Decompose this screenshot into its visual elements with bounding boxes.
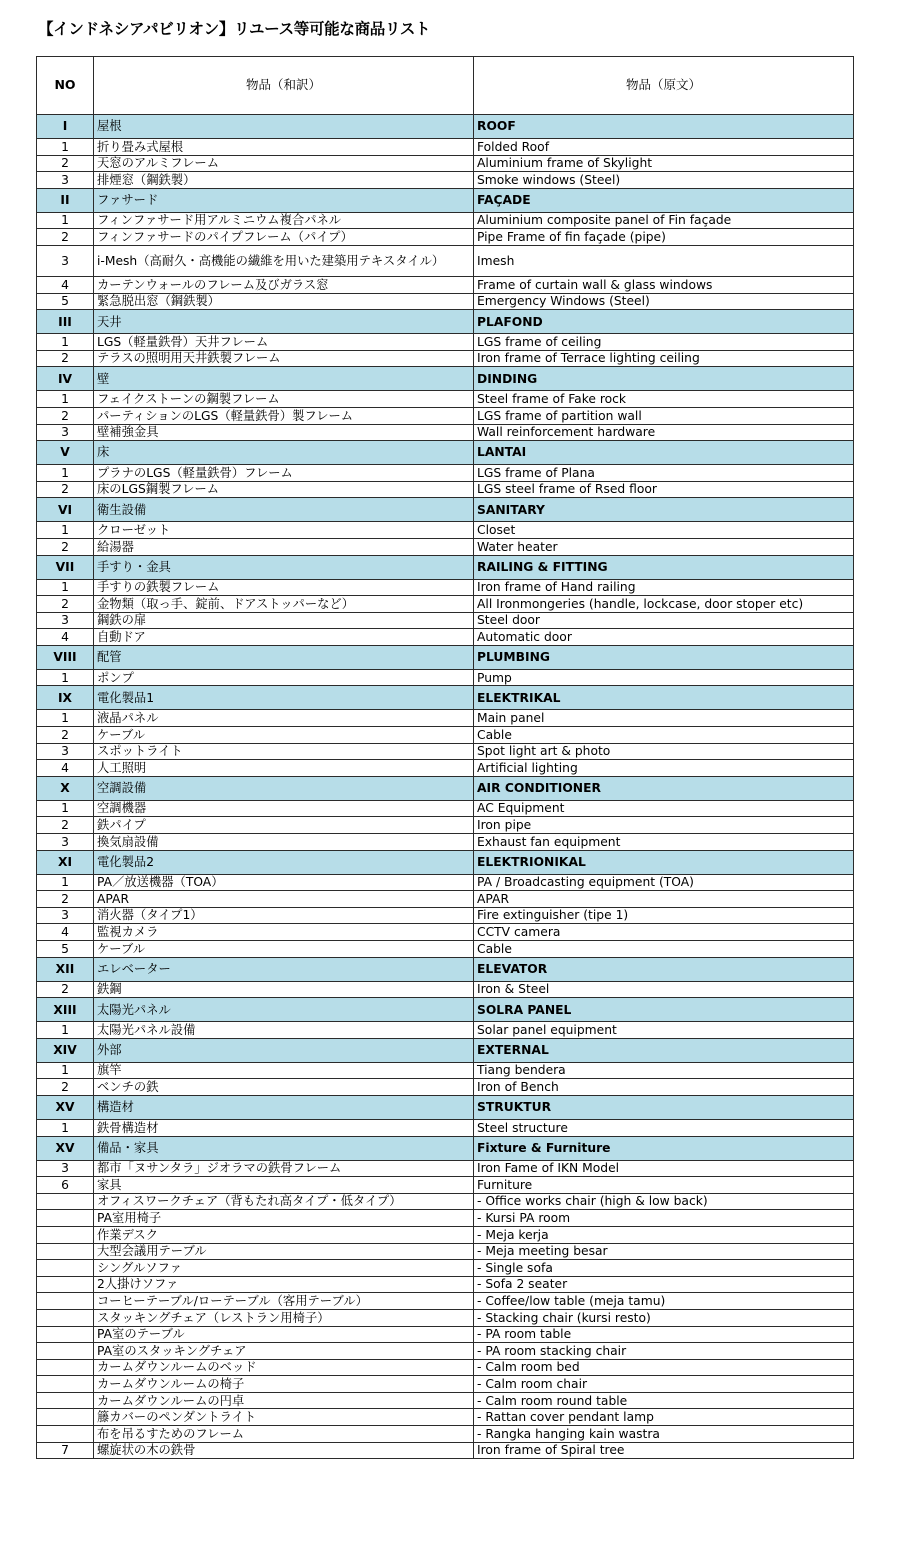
item-name-original: Wall reinforcement hardware bbox=[474, 424, 854, 441]
table-row bbox=[37, 669, 854, 686]
section-name-original: ELEKTRIONIKAL bbox=[474, 850, 854, 874]
table-row bbox=[37, 1309, 854, 1326]
table-row bbox=[37, 1442, 854, 1459]
section-row bbox=[37, 1038, 854, 1062]
table-row bbox=[37, 293, 854, 310]
item-name-japanese: PA室用椅子 bbox=[94, 1210, 474, 1227]
section-name-original: RAILING & FITTING bbox=[474, 555, 854, 579]
item-number bbox=[37, 1426, 94, 1443]
table-row bbox=[37, 465, 854, 482]
item-number bbox=[37, 1309, 94, 1326]
table-row bbox=[37, 391, 854, 408]
table-row bbox=[37, 155, 854, 172]
item-number: 3 bbox=[37, 245, 94, 276]
item-number: 3 bbox=[37, 834, 94, 851]
item-name-japanese: 都市「ヌサンタラ」ジオラマの鉄骨フレーム bbox=[94, 1160, 474, 1177]
item-name-original: - PA room stacking chair bbox=[474, 1343, 854, 1360]
item-number bbox=[37, 1243, 94, 1260]
table-row bbox=[37, 800, 854, 817]
item-name-original: - PA room table bbox=[474, 1326, 854, 1343]
reusable-items-table bbox=[36, 56, 854, 1459]
item-name-original: Exhaust fan equipment bbox=[474, 834, 854, 851]
item-name-japanese: スタッキングチェア（レストラン用椅子） bbox=[94, 1309, 474, 1326]
item-name-original: Fire extinguisher (tipe 1) bbox=[474, 907, 854, 924]
item-name-japanese: 鉄鋼 bbox=[94, 981, 474, 998]
item-number: 1 bbox=[37, 800, 94, 817]
section-number: IX bbox=[37, 686, 94, 710]
item-number: 2 bbox=[37, 155, 94, 172]
table-row bbox=[37, 1210, 854, 1227]
item-name-original: Water heater bbox=[474, 538, 854, 555]
item-name-original: Closet bbox=[474, 522, 854, 539]
item-number bbox=[37, 1293, 94, 1310]
header-no: NO bbox=[37, 57, 94, 115]
table-row bbox=[37, 1293, 854, 1310]
table-row bbox=[37, 834, 854, 851]
table-row bbox=[37, 941, 854, 958]
item-name-japanese: ケーブル bbox=[94, 727, 474, 744]
table-row bbox=[37, 874, 854, 891]
item-number: 4 bbox=[37, 276, 94, 293]
table-row bbox=[37, 522, 854, 539]
table-row bbox=[37, 612, 854, 629]
item-name-japanese: フェイクストーンの鋼製フレーム bbox=[94, 391, 474, 408]
section-row bbox=[37, 310, 854, 334]
item-name-original: Frame of curtain wall & glass windows bbox=[474, 276, 854, 293]
section-name-original: LANTAI bbox=[474, 441, 854, 465]
item-number: 3 bbox=[37, 172, 94, 189]
table-row bbox=[37, 1376, 854, 1393]
section-row bbox=[37, 441, 854, 465]
section-name-japanese: 壁 bbox=[94, 367, 474, 391]
table-row bbox=[37, 1409, 854, 1426]
item-number: 1 bbox=[37, 522, 94, 539]
item-name-japanese: 旗竿 bbox=[94, 1062, 474, 1079]
item-name-original: Iron frame of Spiral tree bbox=[474, 1442, 854, 1459]
section-name-original: ELEVATOR bbox=[474, 957, 854, 981]
item-name-japanese: i-Mesh（高耐久・高機能の繊維を用いた建築用テキスタイル） bbox=[94, 245, 474, 276]
item-name-japanese: 折り畳み式屋根 bbox=[94, 139, 474, 156]
table-row bbox=[37, 1177, 854, 1194]
item-name-original: - Kursi PA room bbox=[474, 1210, 854, 1227]
table-row bbox=[37, 1226, 854, 1243]
table-row bbox=[37, 538, 854, 555]
item-number: 1 bbox=[37, 874, 94, 891]
item-number: 1 bbox=[37, 334, 94, 351]
item-name-japanese: 緊急脱出窓（鋼鉄製） bbox=[94, 293, 474, 310]
item-name-original: - Meja meeting besar bbox=[474, 1243, 854, 1260]
item-name-original: Pump bbox=[474, 669, 854, 686]
item-name-japanese: 壁補強金具 bbox=[94, 424, 474, 441]
section-name-original: Fixture & Furniture bbox=[474, 1136, 854, 1160]
section-number: XIII bbox=[37, 998, 94, 1022]
table-body bbox=[37, 115, 854, 1459]
item-name-original: - Office works chair (high & low back) bbox=[474, 1193, 854, 1210]
item-name-original: Folded Roof bbox=[474, 139, 854, 156]
section-number: X bbox=[37, 776, 94, 800]
item-name-japanese: スポットライト bbox=[94, 743, 474, 760]
item-name-original: Iron of Bench bbox=[474, 1079, 854, 1096]
item-name-japanese: 自動ドア bbox=[94, 629, 474, 646]
item-name-japanese: 金物類（取っ手、錠前、ドアストッパーなど） bbox=[94, 596, 474, 613]
item-name-japanese: テラスの照明用天井鉄製フレーム bbox=[94, 350, 474, 367]
section-number: XV bbox=[37, 1095, 94, 1119]
item-name-original: Spot light art & photo bbox=[474, 743, 854, 760]
item-number: 4 bbox=[37, 924, 94, 941]
item-name-japanese: プラナのLGS（軽量鉄骨）フレーム bbox=[94, 465, 474, 482]
section-number: I bbox=[37, 115, 94, 139]
item-name-original: Main panel bbox=[474, 710, 854, 727]
header-original: 物品（原文） bbox=[474, 57, 854, 115]
section-name-original: PLAFOND bbox=[474, 310, 854, 334]
item-name-japanese: 排煙窓（鋼鉄製） bbox=[94, 172, 474, 189]
section-number: VI bbox=[37, 498, 94, 522]
item-name-japanese: APAR bbox=[94, 891, 474, 908]
table-row bbox=[37, 1260, 854, 1277]
item-number: 5 bbox=[37, 941, 94, 958]
item-number: 2 bbox=[37, 981, 94, 998]
table-row bbox=[37, 212, 854, 229]
item-number: 1 bbox=[37, 1022, 94, 1039]
item-name-japanese: 給湯器 bbox=[94, 538, 474, 555]
item-name-original: Furniture bbox=[474, 1177, 854, 1194]
item-number bbox=[37, 1276, 94, 1293]
section-name-japanese: 太陽光パネル bbox=[94, 998, 474, 1022]
item-name-original: Steel structure bbox=[474, 1119, 854, 1136]
section-number: II bbox=[37, 188, 94, 212]
item-name-original: Tiang bendera bbox=[474, 1062, 854, 1079]
item-name-japanese: オフィスワークチェア（背もたれ高タイプ・低タイプ） bbox=[94, 1193, 474, 1210]
section-number: VIII bbox=[37, 645, 94, 669]
item-name-original: - Rattan cover pendant lamp bbox=[474, 1409, 854, 1426]
item-name-original: - Calm room round table bbox=[474, 1392, 854, 1409]
item-name-original: LGS frame of ceiling bbox=[474, 334, 854, 351]
section-name-japanese: エレベーター bbox=[94, 957, 474, 981]
item-number: 3 bbox=[37, 424, 94, 441]
section-number: V bbox=[37, 441, 94, 465]
item-name-japanese: クローゼット bbox=[94, 522, 474, 539]
item-name-original: AC Equipment bbox=[474, 800, 854, 817]
item-name-japanese: 鉄骨構造材 bbox=[94, 1119, 474, 1136]
section-number: IV bbox=[37, 367, 94, 391]
section-row bbox=[37, 998, 854, 1022]
item-name-original: - Meja kerja bbox=[474, 1226, 854, 1243]
item-number: 1 bbox=[37, 212, 94, 229]
header-japanese: 物品（和訳） bbox=[94, 57, 474, 115]
item-number bbox=[37, 1193, 94, 1210]
section-row bbox=[37, 1095, 854, 1119]
item-name-original: Cable bbox=[474, 941, 854, 958]
section-name-original: ELEKTRIKAL bbox=[474, 686, 854, 710]
item-number: 1 bbox=[37, 391, 94, 408]
item-name-japanese: ポンプ bbox=[94, 669, 474, 686]
section-number: III bbox=[37, 310, 94, 334]
table-row bbox=[37, 760, 854, 777]
section-name-original: AIR CONDITIONER bbox=[474, 776, 854, 800]
item-number bbox=[37, 1409, 94, 1426]
item-name-original: Emergency Windows (Steel) bbox=[474, 293, 854, 310]
item-name-original: Solar panel equipment bbox=[474, 1022, 854, 1039]
item-name-original: - Single sofa bbox=[474, 1260, 854, 1277]
section-number: XIV bbox=[37, 1038, 94, 1062]
item-number: 2 bbox=[37, 727, 94, 744]
section-row bbox=[37, 1136, 854, 1160]
item-name-original: Aluminium frame of Skylight bbox=[474, 155, 854, 172]
table-row bbox=[37, 350, 854, 367]
table-row bbox=[37, 424, 854, 441]
table-row bbox=[37, 276, 854, 293]
table-row bbox=[37, 710, 854, 727]
item-name-original: - Sofa 2 seater bbox=[474, 1276, 854, 1293]
item-number: 3 bbox=[37, 1160, 94, 1177]
item-name-original: - Calm room chair bbox=[474, 1376, 854, 1393]
table-header-row bbox=[37, 57, 854, 115]
item-name-japanese: LGS（軽量鉄骨）天井フレーム bbox=[94, 334, 474, 351]
item-name-original: Iron Fame of IKN Model bbox=[474, 1160, 854, 1177]
section-name-original: DINDING bbox=[474, 367, 854, 391]
section-row bbox=[37, 115, 854, 139]
item-number: 2 bbox=[37, 407, 94, 424]
item-number: 1 bbox=[37, 669, 94, 686]
item-number bbox=[37, 1326, 94, 1343]
section-row bbox=[37, 850, 854, 874]
section-number: XII bbox=[37, 957, 94, 981]
section-name-japanese: 電化製品2 bbox=[94, 850, 474, 874]
section-name-original: FAÇADE bbox=[474, 188, 854, 212]
item-name-original: Iron frame of Terrace lighting ceiling bbox=[474, 350, 854, 367]
item-name-original: - Coffee/low table (meja tamu) bbox=[474, 1293, 854, 1310]
item-number: 2 bbox=[37, 1079, 94, 1096]
item-name-original: Iron pipe bbox=[474, 817, 854, 834]
section-name-japanese: ファサード bbox=[94, 188, 474, 212]
item-number bbox=[37, 1359, 94, 1376]
item-name-original: - Calm room bed bbox=[474, 1359, 854, 1376]
table-row bbox=[37, 629, 854, 646]
table-row bbox=[37, 1022, 854, 1039]
section-name-japanese: 配管 bbox=[94, 645, 474, 669]
table-row bbox=[37, 1079, 854, 1096]
item-name-japanese: パーティションのLGS（軽量鉄骨）製フレーム bbox=[94, 407, 474, 424]
item-name-japanese: 換気扇設備 bbox=[94, 834, 474, 851]
section-row bbox=[37, 776, 854, 800]
table-row bbox=[37, 172, 854, 189]
item-name-japanese: 作業デスク bbox=[94, 1226, 474, 1243]
item-name-japanese: 布を吊るすためのフレーム bbox=[94, 1426, 474, 1443]
item-number: 3 bbox=[37, 907, 94, 924]
table-row bbox=[37, 817, 854, 834]
section-name-japanese: 床 bbox=[94, 441, 474, 465]
item-name-original: Steel frame of Fake rock bbox=[474, 391, 854, 408]
section-number: VII bbox=[37, 555, 94, 579]
item-number: 1 bbox=[37, 1062, 94, 1079]
table-row bbox=[37, 579, 854, 596]
item-number: 7 bbox=[37, 1442, 94, 1459]
table-row bbox=[37, 924, 854, 941]
table-row bbox=[37, 1243, 854, 1260]
item-number: 1 bbox=[37, 139, 94, 156]
section-name-original: PLUMBING bbox=[474, 645, 854, 669]
section-name-japanese: 空調設備 bbox=[94, 776, 474, 800]
item-number: 2 bbox=[37, 891, 94, 908]
item-name-japanese: カームダウンルームの椅子 bbox=[94, 1376, 474, 1393]
item-name-japanese: 螺旋状の木の鉄骨 bbox=[94, 1442, 474, 1459]
section-row bbox=[37, 367, 854, 391]
table-row bbox=[37, 981, 854, 998]
section-number: XI bbox=[37, 850, 94, 874]
section-row bbox=[37, 188, 854, 212]
item-name-japanese: ベンチの鉄 bbox=[94, 1079, 474, 1096]
table-row bbox=[37, 1062, 854, 1079]
section-row bbox=[37, 555, 854, 579]
item-name-japanese: 消火器（タイプ1） bbox=[94, 907, 474, 924]
section-name-japanese: 外部 bbox=[94, 1038, 474, 1062]
section-name-japanese: 屋根 bbox=[94, 115, 474, 139]
item-name-original: Artificial lighting bbox=[474, 760, 854, 777]
table-row bbox=[37, 1276, 854, 1293]
section-name-japanese: 天井 bbox=[94, 310, 474, 334]
item-number: 6 bbox=[37, 1177, 94, 1194]
item-name-japanese: カームダウンルームのベッド bbox=[94, 1359, 474, 1376]
item-number: 3 bbox=[37, 612, 94, 629]
item-name-japanese: 床のLGS鋼製フレーム bbox=[94, 481, 474, 498]
item-name-original: CCTV camera bbox=[474, 924, 854, 941]
item-name-japanese: 鉄パイプ bbox=[94, 817, 474, 834]
item-number: 4 bbox=[37, 629, 94, 646]
item-number: 4 bbox=[37, 760, 94, 777]
item-name-japanese: 鋼鉄の扉 bbox=[94, 612, 474, 629]
item-name-original: All Ironmongeries (handle, lockcase, door stoper etc) bbox=[474, 596, 854, 613]
section-name-japanese: 備品・家具 bbox=[94, 1136, 474, 1160]
item-name-original: Pipe Frame of fin façade (pipe) bbox=[474, 229, 854, 246]
section-name-japanese: 電化製品1 bbox=[94, 686, 474, 710]
item-number bbox=[37, 1226, 94, 1243]
item-name-japanese: 監視カメラ bbox=[94, 924, 474, 941]
item-name-japanese: フィンファサードのパイプフレーム（パイプ） bbox=[94, 229, 474, 246]
table-row bbox=[37, 891, 854, 908]
section-name-original: STRUKTUR bbox=[474, 1095, 854, 1119]
section-number: XV bbox=[37, 1136, 94, 1160]
item-number bbox=[37, 1210, 94, 1227]
item-name-japanese: 手すりの鉄製フレーム bbox=[94, 579, 474, 596]
item-name-original: LGS steel frame of Rsed floor bbox=[474, 481, 854, 498]
section-name-japanese: 構造材 bbox=[94, 1095, 474, 1119]
item-number: 2 bbox=[37, 817, 94, 834]
table-row bbox=[37, 1392, 854, 1409]
item-number: 1 bbox=[37, 465, 94, 482]
section-name-japanese: 衛生設備 bbox=[94, 498, 474, 522]
item-name-japanese: ケーブル bbox=[94, 941, 474, 958]
item-name-original: - Rangka hanging kain wastra bbox=[474, 1426, 854, 1443]
item-name-original: Cable bbox=[474, 727, 854, 744]
table-row bbox=[37, 1343, 854, 1360]
item-number: 2 bbox=[37, 596, 94, 613]
item-name-original: APAR bbox=[474, 891, 854, 908]
section-row bbox=[37, 645, 854, 669]
table-row bbox=[37, 1426, 854, 1443]
section-name-original: SANITARY bbox=[474, 498, 854, 522]
item-name-original: PA / Broadcasting equipment (TOA) bbox=[474, 874, 854, 891]
item-name-original: Imesh bbox=[474, 245, 854, 276]
item-name-japanese: コーヒーテーブル/ローテーブル（客用テーブル） bbox=[94, 1293, 474, 1310]
table-row bbox=[37, 481, 854, 498]
item-name-japanese: 家具 bbox=[94, 1177, 474, 1194]
item-name-original: Automatic door bbox=[474, 629, 854, 646]
item-name-original: Smoke windows (Steel) bbox=[474, 172, 854, 189]
item-number bbox=[37, 1392, 94, 1409]
item-number: 1 bbox=[37, 1119, 94, 1136]
item-number: 1 bbox=[37, 579, 94, 596]
table-row bbox=[37, 245, 854, 276]
item-name-japanese: 籐カバーのペンダントライト bbox=[94, 1409, 474, 1426]
section-row bbox=[37, 498, 854, 522]
item-number: 2 bbox=[37, 350, 94, 367]
item-number: 2 bbox=[37, 538, 94, 555]
item-name-japanese: シングルソファ bbox=[94, 1260, 474, 1277]
section-name-original: ROOF bbox=[474, 115, 854, 139]
table-row bbox=[37, 229, 854, 246]
item-number: 2 bbox=[37, 229, 94, 246]
item-name-japanese: 太陽光パネル設備 bbox=[94, 1022, 474, 1039]
table-row bbox=[37, 907, 854, 924]
item-number: 5 bbox=[37, 293, 94, 310]
table-row bbox=[37, 334, 854, 351]
item-name-japanese: カーテンウォールのフレーム及びガラス窓 bbox=[94, 276, 474, 293]
item-name-japanese: 液晶パネル bbox=[94, 710, 474, 727]
table-row bbox=[37, 596, 854, 613]
table-row bbox=[37, 1119, 854, 1136]
section-row bbox=[37, 686, 854, 710]
item-name-original: Iron & Steel bbox=[474, 981, 854, 998]
item-name-japanese: 天窓のアルミフレーム bbox=[94, 155, 474, 172]
item-name-japanese: フィンファサード用アルミニウム複合パネル bbox=[94, 212, 474, 229]
section-name-japanese: 手すり・金具 bbox=[94, 555, 474, 579]
item-number: 1 bbox=[37, 710, 94, 727]
item-name-original: LGS frame of partition wall bbox=[474, 407, 854, 424]
item-name-japanese: 空調機器 bbox=[94, 800, 474, 817]
table-row bbox=[37, 1193, 854, 1210]
table-row bbox=[37, 139, 854, 156]
item-name-japanese: 人工照明 bbox=[94, 760, 474, 777]
item-name-original: LGS frame of Plana bbox=[474, 465, 854, 482]
item-name-japanese: PA室のテーブル bbox=[94, 1326, 474, 1343]
table-row bbox=[37, 407, 854, 424]
item-name-original: Steel door bbox=[474, 612, 854, 629]
section-name-original: EXTERNAL bbox=[474, 1038, 854, 1062]
item-name-japanese: PA／放送機器（TOA） bbox=[94, 874, 474, 891]
table-row bbox=[37, 743, 854, 760]
section-name-original: SOLRA PANEL bbox=[474, 998, 854, 1022]
item-number bbox=[37, 1343, 94, 1360]
document-title: 【インドネシアパビリオン】リユース等可能な商品リスト bbox=[38, 20, 431, 38]
item-name-japanese: PA室のスタッキングチェア bbox=[94, 1343, 474, 1360]
item-number bbox=[37, 1260, 94, 1277]
item-name-original: Iron frame of Hand railing bbox=[474, 579, 854, 596]
item-number: 2 bbox=[37, 481, 94, 498]
section-row bbox=[37, 957, 854, 981]
table-row bbox=[37, 1160, 854, 1177]
item-name-japanese: カームダウンルームの円卓 bbox=[94, 1392, 474, 1409]
item-name-original: Aluminium composite panel of Fin façade bbox=[474, 212, 854, 229]
item-name-japanese: 2人掛けソファ bbox=[94, 1276, 474, 1293]
item-number: 3 bbox=[37, 743, 94, 760]
item-name-japanese: 大型会議用テーブル bbox=[94, 1243, 474, 1260]
item-name-original: - Stacking chair (kursi resto) bbox=[474, 1309, 854, 1326]
table-row bbox=[37, 1326, 854, 1343]
table-row bbox=[37, 727, 854, 744]
table-row bbox=[37, 1359, 854, 1376]
item-number bbox=[37, 1376, 94, 1393]
